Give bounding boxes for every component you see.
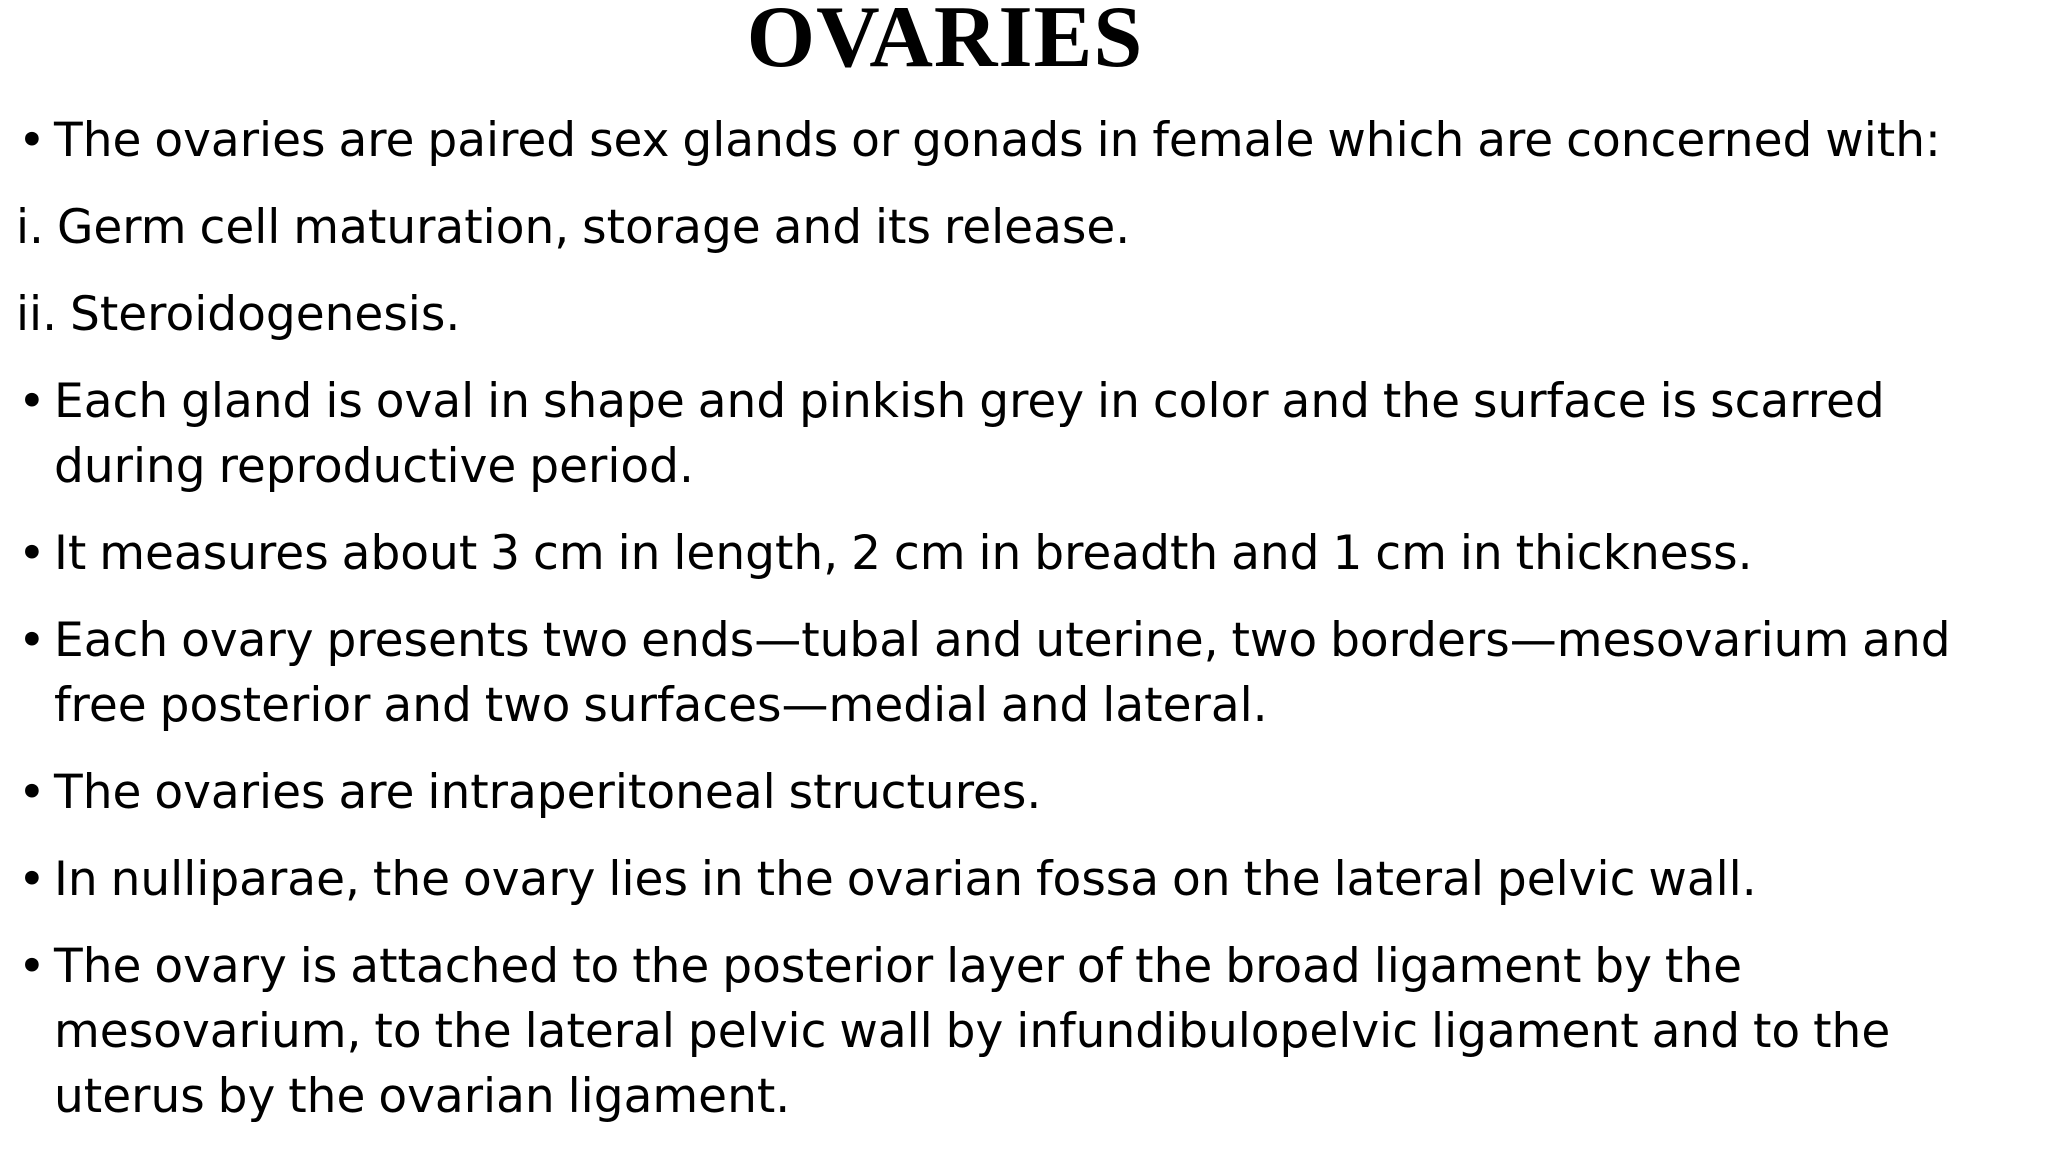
bullet-icon: • — [18, 765, 46, 820]
bullet-text: The ovaries are paired sex glands or gonads in female which are concerned with: — [54, 113, 1941, 168]
slide-body — [16, 108, 2041, 1151]
bullet-item — [16, 608, 2041, 738]
bullet-item — [16, 934, 2041, 1129]
bullet-text: mesovarium, to the lateral pelvic wall by infundibulopelvic ligament and to the — [54, 1004, 1891, 1059]
slide-title: OVARIES — [746, 0, 1144, 86]
bullet-text: The ovary is attached to the posterior layer of the broad ligament by the — [54, 939, 1743, 994]
bullet-text: It measures about 3 cm in length, 2 cm in breadth and 1 cm in thickness. — [54, 526, 1753, 581]
bullet-item — [16, 760, 2041, 825]
bullet-icon: • — [18, 852, 46, 907]
bullet-item — [16, 108, 2041, 173]
bullet-icon: • — [18, 526, 46, 581]
bullet-icon: • — [18, 613, 46, 668]
bullet-text: Each ovary presents two ends—tubal and uterine, two borders—mesovarium and — [54, 613, 1951, 668]
bullet-item — [16, 847, 2041, 912]
bullet-text: uterus by the ovarian ligament. — [54, 1069, 791, 1124]
bullet-text: The ovaries are intraperitoneal structures. — [54, 765, 1042, 820]
sub-item-text: i. Germ cell maturation, storage and its release. — [16, 200, 1131, 255]
sub-item — [16, 282, 2041, 347]
bullet-text: In nulliparae, the ovary lies in the ovarian fossa on the lateral pelvic wall. — [54, 852, 1757, 907]
bullet-icon: • — [18, 113, 46, 168]
bullet-text: free posterior and two surfaces—medial and lateral. — [54, 678, 1268, 733]
sub-item-text: ii. Steroidogenesis. — [16, 287, 461, 342]
bullet-text: during reproductive period. — [54, 439, 694, 494]
bullet-icon: • — [18, 374, 46, 429]
bullet-item — [16, 521, 2041, 586]
sub-item — [16, 195, 2041, 260]
bullet-text: Each gland is oval in shape and pinkish grey in color and the surface is scarred — [54, 374, 1885, 429]
bullet-icon: • — [18, 939, 46, 994]
bullet-item — [16, 369, 2041, 499]
